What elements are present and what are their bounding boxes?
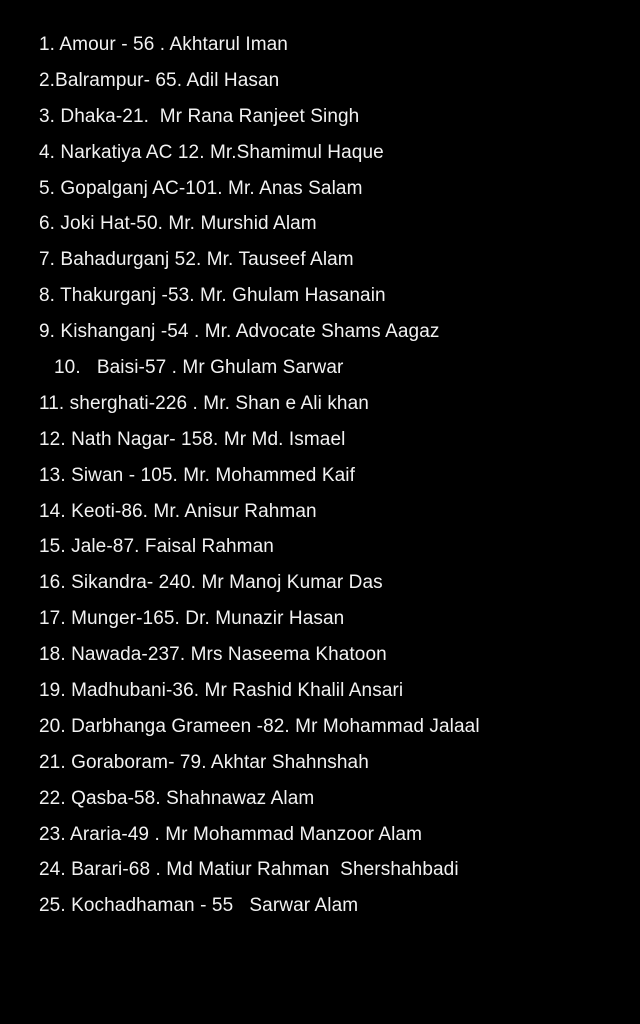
list-item: 22. Qasba-58. Shahnawaz Alam	[39, 787, 315, 809]
list-item: 21. Goraboram- 79. Akhtar Shahnshah	[39, 751, 369, 773]
list-item: 2.Balrampur- 65. Adil Hasan	[39, 69, 280, 91]
list-item: 4. Narkatiya AC 12. Mr.Shamimul Haque	[39, 141, 384, 163]
list-item: 14. Keoti-86. Mr. Anisur Rahman	[39, 500, 317, 522]
list-item: 5. Gopalganj AC-101. Mr. Anas Salam	[39, 177, 363, 199]
list-item: 23. Araria-49 . Mr Mohammad Manzoor Alam	[39, 823, 423, 845]
list-item: 17. Munger-165. Dr. Munazir Hasan	[39, 608, 345, 630]
list-item: 18. Nawada-237. Mrs Naseema Khatoon	[39, 644, 387, 666]
list-item: 10. Baisi-57 . Mr Ghulam Sarwar	[54, 357, 344, 379]
list-item: 1. Amour - 56 . Akhtarul Iman	[39, 34, 288, 55]
list-item: 8. Thakurganj -53. Mr. Ghulam Hasanain	[39, 285, 386, 307]
list-item: 7. Bahadurganj 52. Mr. Tauseef Alam	[39, 249, 354, 271]
list-item: 9. Kishanganj -54 . Mr. Advocate Shams Aagaz	[39, 321, 440, 343]
candidate-list	[39, 33, 630, 930]
list-item: 3. Dhaka-21. Mr Rana Ranjeet Singh	[39, 105, 360, 127]
list-item: 12. Nath Nagar- 158. Mr Md. Ismael	[39, 428, 346, 450]
list-item: 19. Madhubani-36. Mr Rashid Khalil Ansari	[39, 680, 404, 702]
list-item: 15. Jale-87. Faisal Rahman	[39, 536, 274, 558]
list-item: 25. Kochadhaman - 55 Sarwar Alam	[39, 895, 359, 917]
list-item: 20. Darbhanga Grameen -82. Mr Mohammad Jalaal	[39, 715, 480, 737]
list-item: 11. sherghati-226 . Mr. Shan e Ali khan	[39, 392, 369, 414]
list-item: 16. Sikandra- 240. Mr Manoj Kumar Das	[39, 572, 383, 594]
list-item: 24. Barari-68 . Md Matiur Rahman Shershahbadi	[39, 859, 459, 881]
list-item: 13. Siwan - 105. Mr. Mohammed Kaif	[39, 464, 355, 486]
list-item: 6. Joki Hat-50. Mr. Murshid Alam	[39, 213, 317, 235]
